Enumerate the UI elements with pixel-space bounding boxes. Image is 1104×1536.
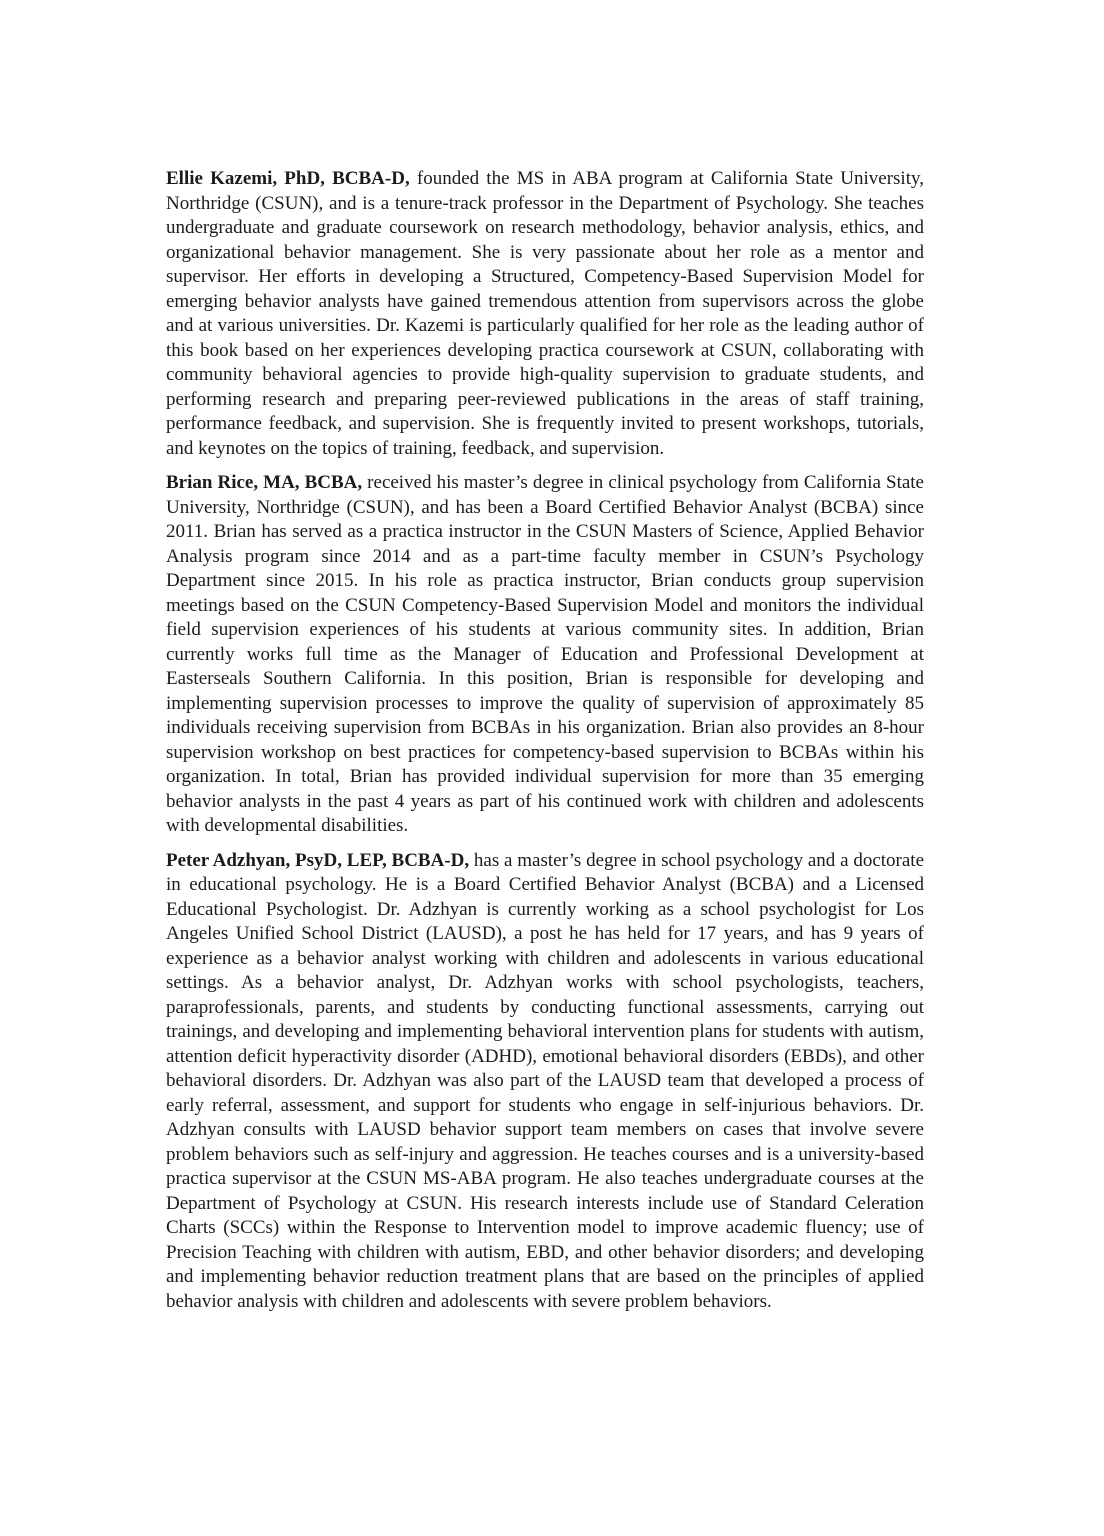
author-name-lead: Brian Rice, MA, BCBA, <box>166 472 363 493</box>
author-bio-peter-adzhyan <box>166 849 924 1315</box>
author-name-lead: Ellie Kazemi, PhD, BCBA-D, <box>166 168 410 189</box>
author-bio-ellie-kazemi <box>166 167 924 461</box>
author-name-lead: Peter Adzhyan, PsyD, LEP, BCBA-D, <box>166 849 470 871</box>
author-bio-brian-rice <box>166 471 924 839</box>
author-bio-text: received his master’s degree in clinical psychology from California State University, Northridge (CSUN), and has been a Board Certified Behavior Analyst (BCBA) since 2011. Brian has served as a practica instructor in the CSUN Masters of Science, Applied Behavior Analysis program since 2014 and as a part-time faculty member in CSUN’s Psychology Department since 2015. In his role as practica instructor, Brian conducts group supervision meetings based on the CSUN Competency-Based Supervision Model and monitors the individual field supervision experiences of his students at various community sites. In addition, Brian currently works full time as the Manager of Education and Professional Development at Easterseals Southern California. In this position, Brian is responsible for developing and implementing supervision processes to improve the quality of supervision of approximately 85 individuals receiving supervision from BCBAs in his organization. Brian also provides an 8-hour supervision workshop on best practices for competency-based supervision to BCBAs within his organization. In total, Brian has provided individual supervision for more than 35 emerging behavior analysts in the past 4 years as part of his continued work with children and adolescents with developmental disabilities. <box>166 472 924 836</box>
author-bio-text: has a master’s degree in school psychology and a doctorate in educational psychology. He is a Board Certified Behavior Analyst (BCBA) and a Licensed Educational Psychologist. Dr. Adzhyan is currently working as a school psychologist for Los Angeles Unified School District (LAUSD), a post he has held for 17 years, and has 9 years of experience as a behavior analyst working with children and adolescents in various educational settings. As a behavior analyst, Dr. Adzhyan works with school psychologists, teachers, paraprofessionals, parents, and students by conducting functional assessments, carrying out trainings, and developing and implementing behavioral intervention plans for students with autism, attention deficit hyperactivity disorder (ADHD), emotional behavioral disorders (EBDs), and other behavioral disorders. Dr. Adzhyan was also part of the LAUSD team that developed a process of early referral, assessment, and support for students who engage in self-injurious behaviors. Dr. Adzhyan consults with LAUSD behavior support team members on cases that involve severe problem behaviors such as self-injury and aggression. He teaches courses and is a university-based practica supervisor at the CSUN MS-ABA program. He also teaches undergraduate courses at the Department of Psychology at CSUN. His research interests include use of Standard Celeration Charts (SCCs) within the Response to Intervention model to improve academic fluency; use of Precision Teaching with children with autism, EBD, and other behavior disorders; and developing and implementing behavior reduction treatment plans that are based on the principles of applied behavior analysis with children and adolescents with severe problem behaviors. <box>166 849 925 1312</box>
author-bio-text: founded the MS in ABA program at California State University, Northridge (CSUN), and is a tenure-track professor in the Department of Psychology. She teaches undergraduate and graduate coursework on research methodology, behavior analysis, ethics, and organizational behavior management. She is very passionate about her role as a mentor and supervisor. Her efforts in developing a Structured, Competency-Based Supervision Model for emerging behavior analysts have gained tremendous attention from supervisors across the globe and at various universities. Dr. Kazemi is particularly qualified for her role as the leading author of this book based on her experiences developing practica coursework at CSUN, collaborating with community behavioral agencies to provide high-quality supervision to graduate students, and performing research and preparing peer-reviewed publications in the areas of staff training, performance feedback, and supervision. She is frequently invited to present workshops, tutorials, and keynotes on the topics of training, feedback, and supervision. <box>166 168 924 459</box>
text-column <box>166 167 924 1324</box>
